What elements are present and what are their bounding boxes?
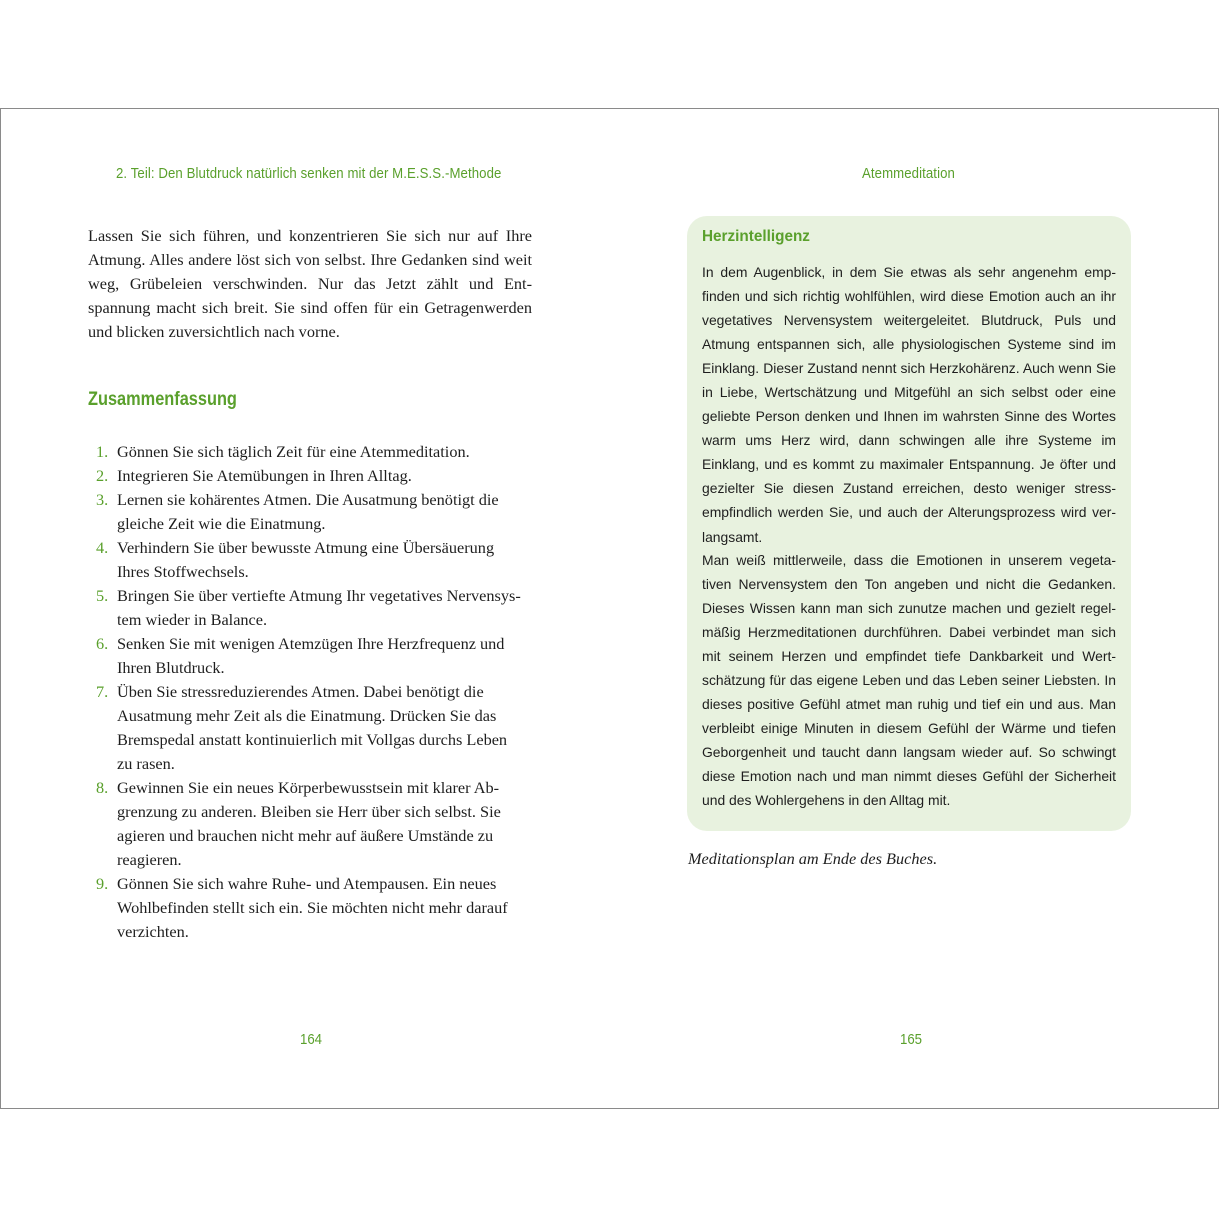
list-item-line: Gewinnen Sie ein neues Körperbewusstsein mit klarer Ab- — [117, 778, 500, 797]
list-item — [96, 872, 532, 944]
list-item-number: 9. — [96, 874, 109, 893]
box-line: und gezielter Sie diesen Zustand erreichen, desto weniger stress- — [702, 456, 1116, 497]
meditation-plan-note: Meditationsplan am Ende des Buches. — [688, 849, 938, 868]
box-line: In dieses positive Gefühl atmet man ruhig und tief ein und aus. — [702, 672, 1116, 713]
list-item-line: Ihres Stoffwechsels. — [117, 562, 249, 581]
box-line: langsamt. — [702, 528, 763, 545]
section-title: Zusammenfassung — [88, 389, 237, 410]
list-item-line: Verhindern Sie über bewusste Atmung eine Übersäuerung — [117, 538, 495, 557]
intro-line: weit weg, Grübeleien verschwinden. Nur das Jetzt zählt und Ent- — [88, 250, 532, 293]
list-item-line: Ausatmung mehr Zeit als die Einatmung. Drücken Sie das — [117, 706, 497, 725]
list-item-number: 5. — [96, 586, 109, 605]
intro-line: Lassen Sie sich führen, und konzentrieren Sie sich nur auf Ihre — [88, 226, 532, 245]
list-item-line: Üben Sie stressreduzierendes Atmen. Dabei benötigt die — [117, 682, 484, 701]
intro-line: und blicken zuversichtlich nach vorne. — [88, 322, 340, 341]
list-item-line: agieren und brauchen nicht mehr auf äußere Umstände zu — [117, 826, 494, 845]
box-line: Wortes warm ums Herz wird, dann schwingen alle ihre Systeme — [702, 408, 1116, 449]
summary-list — [96, 440, 532, 944]
list-item-number: 3. — [96, 490, 109, 509]
list-item-line: Senken Sie mit wenigen Atemzügen Ihre Herzfrequenz und — [117, 634, 505, 653]
box-line: ihr vegetatives Nervensystem weitergeleitet. Blutdruck, Puls und — [702, 288, 1116, 329]
box-line: Sie in Liebe, Wertschätzung und Mitgefühl an sich selbst oder — [702, 360, 1117, 401]
intro-line: Atmung. Alles andere löst sich von selbst. Ihre Gedanken sind — [88, 250, 500, 269]
list-item-number: 2. — [96, 466, 109, 485]
box-line: Einklang. Dieser Zustand nennt sich Herzkohärenz. Auch wenn — [702, 360, 1092, 377]
box-title: Herzintelligenz — [702, 228, 810, 245]
list-item-line: Bremspedal anstatt kontinuierlich mit Vollgas durchs Leben — [117, 730, 508, 749]
box-line: Man weiß mittlerweile, dass die Emotionen in unserem vegeta- — [702, 552, 1116, 568]
list-item-line: Gönnen Sie sich täglich Zeit für eine Atemmeditation. — [117, 442, 470, 461]
intro-line: spannung macht sich breit. Sie sind offen für ein Getragenwerden — [88, 298, 532, 317]
box-line: im Einklang, und es kommt zu maximaler Entspannung. Je öfter — [702, 432, 1117, 473]
box-paragraph-2 — [702, 548, 1116, 813]
box-line: finden und sich richtig wohlfühlen, wird diese Emotion auch an — [702, 288, 1096, 305]
box-line: eine geliebte Person denken und Ihnen im wahrsten Sinne des — [702, 384, 1116, 425]
running-head-left: 2. Teil: Den Blutdruck natürlich senken mit der M.E.S.S.-Methode — [116, 165, 502, 182]
list-item — [96, 776, 532, 872]
list-item — [96, 584, 532, 632]
list-item-line: reagieren. — [117, 850, 182, 869]
box-line: Dieses Wissen kann man sich zunutze machen und gezielt regel- — [702, 600, 1116, 617]
list-item-number: 8. — [96, 778, 109, 797]
page-number-left: 164 — [300, 1031, 323, 1048]
list-item — [96, 632, 532, 680]
list-item-number: 1. — [96, 442, 109, 461]
list-item — [96, 536, 532, 584]
box-line: Atmung entspannen sich, alle physiologischen Systeme sind im — [702, 336, 1116, 353]
box-line: tiefen Geborgenheit und taucht dann langsam wieder auf. So — [702, 720, 1116, 761]
box-line: tiven Nervensystem den Ton angeben und nicht die Gedanken. — [702, 576, 1116, 593]
box-line: In dem Augenblick, in dem Sie etwas als sehr angenehm emp- — [702, 264, 1116, 280]
list-item-line: zu rasen. — [117, 754, 175, 773]
list-item-line: Ihren Blutdruck. — [117, 658, 225, 677]
list-item-line: Gönnen Sie sich wahre Ruhe- und Atempausen. Ein neues — [117, 874, 497, 893]
list-item-line: tem wieder in Balance. — [117, 610, 268, 629]
list-item-line: Lernen sie kohärentes Atmen. Die Ausatmung benötigt die — [117, 490, 499, 509]
list-item-line: Integrieren Sie Atemübungen in Ihren Alltag. — [117, 466, 412, 485]
list-item — [96, 488, 532, 536]
list-item — [96, 680, 532, 776]
box-line: Man verbleibt einige Minuten in diesem Gefühl der Wärme und — [702, 696, 1117, 737]
page-number-right: 165 — [900, 1031, 923, 1048]
list-item-number: 7. — [96, 682, 109, 701]
intro-paragraph — [88, 224, 532, 344]
list-item-number: 4. — [96, 538, 109, 557]
list-item-line: verzichten. — [117, 922, 189, 941]
box-line: empfindlich werden Sie, und auch der Alterungsprozess wird ver- — [702, 504, 1116, 521]
box-paragraph-1 — [702, 260, 1116, 549]
list-item-number: 6. — [96, 634, 109, 653]
list-item-line: grenzung zu anderen. Bleiben sie Herr über sich selbst. Sie — [117, 802, 501, 821]
box-line: mäßig Herzmeditationen durchführen. Dabei verbindet man sich — [702, 624, 1116, 641]
box-line: schwingt diese Emotion nach und man nimmt dieses Gefühl der — [702, 744, 1117, 785]
box-line: mit seinem Herzen und empfindet tiefe Dankbarkeit und Wert- — [702, 648, 1116, 665]
list-item-line: Wohlbefinden stellt sich ein. Sie möchten nicht mehr darauf — [117, 898, 508, 917]
list-item-line: Bringen Sie über vertiefte Atmung Ihr vegetatives Nervensys- — [117, 586, 521, 605]
box-line: Sicherheit und des Wohlergehens in den Alltag mit. — [702, 768, 1117, 809]
info-box — [687, 216, 1131, 831]
list-item-line: gleiche Zeit wie die Einatmung. — [117, 514, 326, 533]
list-item — [96, 464, 532, 488]
running-head-right: Atemmeditation — [862, 165, 955, 182]
box-line: schätzung für das eigene Leben und das Leben seiner Liebsten. — [702, 672, 1101, 689]
list-item — [96, 440, 532, 464]
